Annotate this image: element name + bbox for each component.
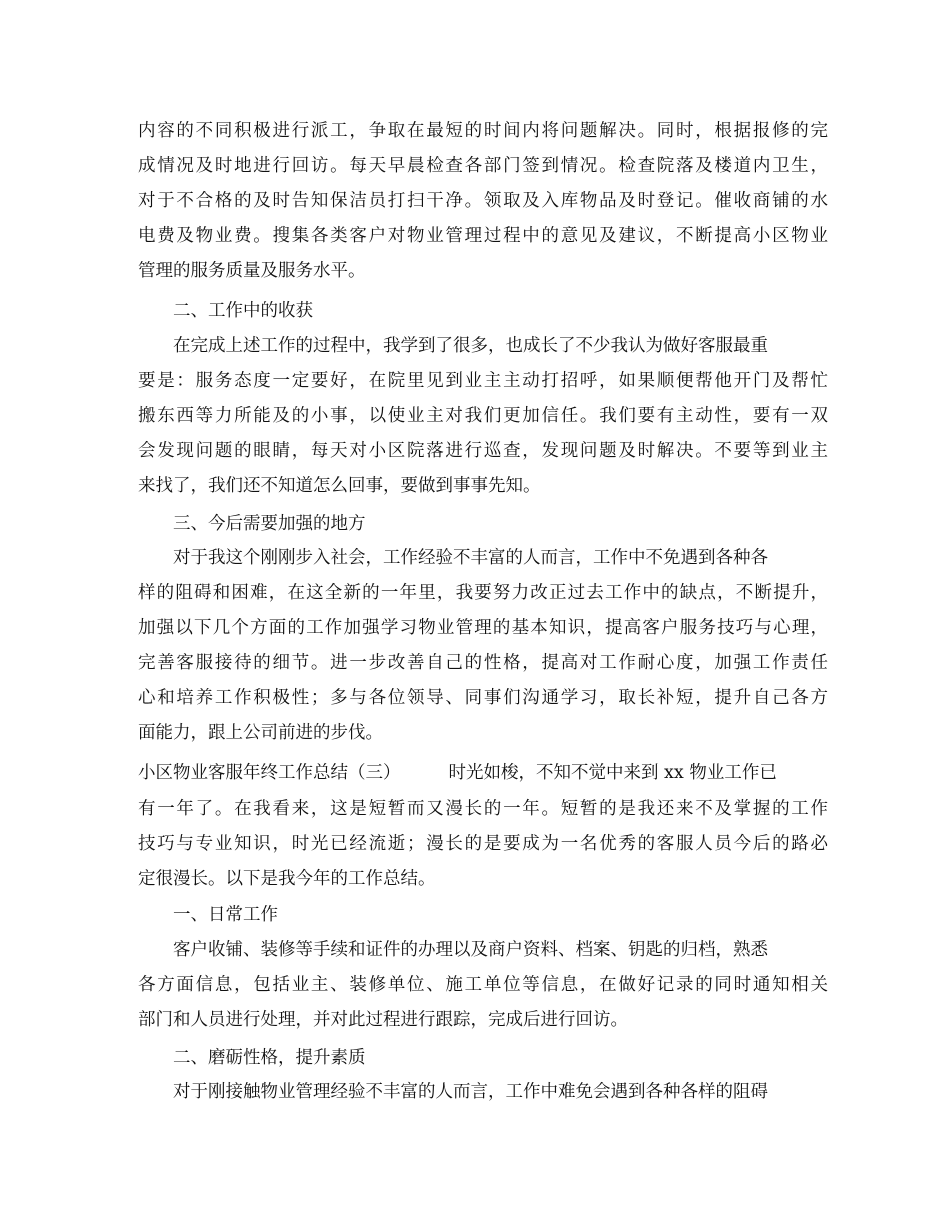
section-heading: 二、工作中的收获 [173, 301, 313, 321]
section-heading: 二、磨砺性格，提升素质 [173, 1048, 366, 1068]
paragraph-line: 搬东西等力所能及的小事，以使业主对我们更加信任。我们要有主动性，要有一双 [138, 406, 828, 426]
section-heading: 一、日常工作 [173, 905, 278, 925]
paragraph-line: 技巧与专业知识，时光已经流逝；漫长的是要成为一名优秀的客服人员今后的路必 [138, 834, 828, 854]
document-subtitle: 小区物业客服年终工作总结（三） [138, 763, 401, 783]
paragraph-line: 电费及物业费。搜集各类客户对物业管理过程中的意见及建议，不断提高小区物业 [138, 226, 828, 246]
paragraph-opening: 时光如梭，不知不觉中来到 xx 物业工作已 [448, 763, 777, 783]
paragraph-line: 加强以下几个方面的工作加强学习物业管理的基本知识，提高客户服务技巧与心理， [138, 618, 828, 638]
paragraph-line: 对于刚接触物业管理经验不丰富的人而言，工作中难免会遇到各种各样的阻碍 [173, 1082, 768, 1102]
section-heading: 三、今后需要加强的地方 [173, 514, 366, 534]
paragraph-line: 各方面信息，包括业主、装修单位、施工单位等信息，在做好记录的同时通知相关 [138, 975, 828, 995]
paragraph-line: 心和培养工作积极性；多与各位领导、同事们沟通学习，取长补短，提升自己各方 [138, 688, 828, 708]
paragraph-line: 来找了，我们还不知道怎么回事，要做到事事先知。 [138, 476, 541, 496]
paragraph-line: 成情况及时地进行回访。每天早晨检查各部门签到情况。检查院落及楼道内卫生， [138, 156, 828, 176]
paragraph-line: 在完成上述工作的过程中，我学到了很多，也成长了不少我认为做好客服最重 [173, 336, 768, 356]
paragraph-line: 管理的服务质量及服务水平。 [138, 261, 366, 281]
paragraph-line: 对于不合格的及时告知保洁员打扫干净。领取及入库物品及时登记。催收商铺的水 [138, 191, 828, 211]
paragraph-line: 样的阻碍和困难，在这全新的一年里，我要努力改正过去工作中的缺点，不断提升， [138, 583, 828, 603]
paragraph-line: 内容的不同积极进行派工，争取在最短的时间内将问题解决。同时，根据报修的完 [138, 121, 828, 141]
document-subtitle-line [138, 758, 828, 788]
paragraph-line: 有一年了。在我看来，这是短暂而又漫长的一年。短暂的是我还来不及掌握的工作 [138, 799, 828, 819]
paragraph-line: 定很漫长。以下是我今年的工作总结。 [138, 869, 436, 889]
paragraph-line: 部门和人员进行处理，并对此过程进行跟踪，完成后进行回访。 [138, 1010, 628, 1030]
paragraph-line: 要是：服务态度一定要好，在院里见到业主主动打招呼，如果顺便帮他开门及帮忙 [138, 371, 828, 391]
paragraph-line: 完善客服接待的细节。进一步改善自己的性格，提高对工作耐心度，加强工作责任 [138, 653, 828, 673]
paragraph-line: 客户收铺、装修等手续和证件的办理以及商户资料、档案、钥匙的归档，熟悉 [173, 940, 768, 960]
paragraph-line: 对于我这个刚刚步入社会，工作经验不丰富的人而言，工作中不免遇到各种各 [173, 548, 768, 568]
paragraph-line: 面能力，跟上公司前进的步伐。 [138, 723, 383, 743]
paragraph-line: 会发现问题的眼睛，每天对小区院落进行巡查，发现问题及时解决。不要等到业主 [138, 441, 828, 461]
